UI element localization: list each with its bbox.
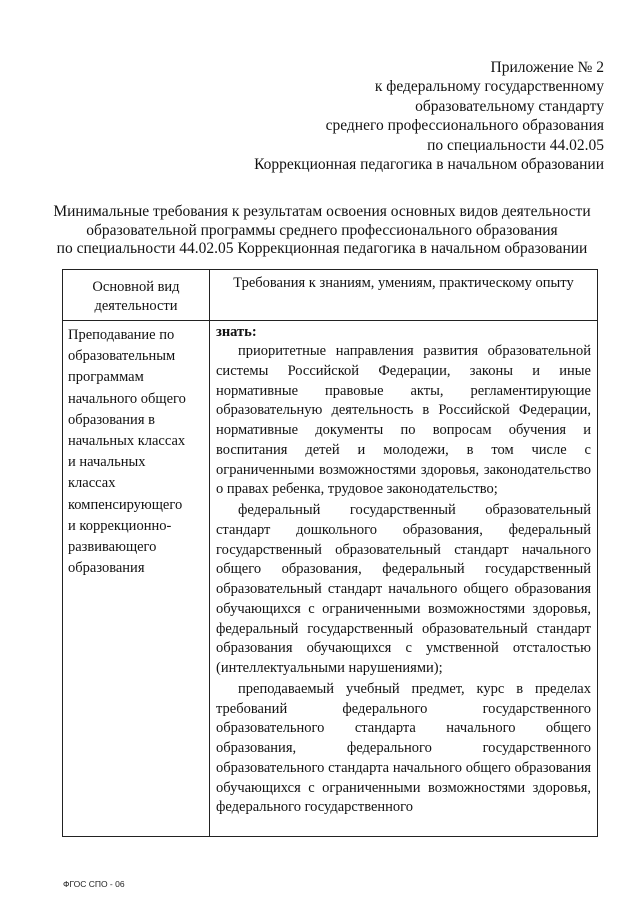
know-label: знать: xyxy=(216,324,257,340)
footer-code: ФГОС СПО - 06 xyxy=(63,879,125,889)
annex-line: по специальности 44.02.05 xyxy=(427,136,604,154)
annex-line: среднего профессионального образования xyxy=(325,117,604,135)
activity-line: компенсирующего xyxy=(68,496,183,513)
activity-line: программам xyxy=(68,369,144,386)
activity-line: и коррекционно- xyxy=(68,517,172,534)
requirement-paragraph: приоритетные направления развития образовательной системы Российской Федерации, законы и иные нормативные правовые акты, регламентирующие образовательную деятельность в Российской Федерации, нормативные документы по вопросам обучения и воспитания детей и молодежи, в том числе с ограниченными возможностями здоровья, законодательство о правах ребенка, трудовое законодательство; xyxy=(216,343,591,498)
table-row xyxy=(63,321,598,837)
activity-line: Преподавание по xyxy=(68,327,175,343)
requirements-table xyxy=(62,269,598,837)
document-title xyxy=(40,203,604,259)
table-header-row xyxy=(63,270,598,321)
activity-line: классах xyxy=(68,475,116,492)
activity-line: развивающего xyxy=(68,539,157,556)
activity-line: начальных классах xyxy=(68,433,186,450)
title-line: по специальности 44.02.05 Коррекционная педагогика в начальном образовании xyxy=(56,240,588,258)
title-line: образовательной программы среднего профессионального образования xyxy=(86,221,558,239)
header-requirements: Требования к знаниям, умениям, практическому опыту xyxy=(210,270,598,321)
activity-line: образования xyxy=(68,560,145,577)
annex-header xyxy=(254,58,604,174)
activity-line: и начальных xyxy=(68,454,146,471)
activity-line: начального общего xyxy=(68,390,186,407)
requirements-cell xyxy=(210,321,598,837)
requirement-paragraph: федеральный государственный образовательный стандарт дошкольного образования, федеральный государственный образовательный стандарт начального общего образования, федеральный государственный образовательный стандарт начального общего образования обучающихся с ограниченными возможностями здоровья, федеральный государственный образовательный стандарт образования обучающихся с умственной отсталостью (интеллектуальными нарушениями); xyxy=(216,502,591,676)
header-activity: Основной вид деятельности xyxy=(63,270,210,321)
title-line: Минимальные требования к результатам освоения основных видов деятельности xyxy=(53,203,591,220)
activity-cell xyxy=(63,321,210,837)
annex-line: образовательному стандарту xyxy=(415,97,604,115)
annex-line: Коррекционная педагогика в начальном образовании xyxy=(254,156,604,174)
requirement-paragraph: преподаваемый учебный предмет, курс в пределах требований федерального государственного образовательного стандарта начального общего образования, федерального государственного образовательного стандарта начального общего образования обучающихся с ограниченными возможностями здоровья, федерального государственного xyxy=(216,680,591,816)
annex-line: Приложение № 2 xyxy=(490,59,604,76)
activity-line: образовательным xyxy=(68,348,176,365)
activity-line: образования в xyxy=(68,411,155,428)
annex-line: к федеральному государственному xyxy=(374,78,604,96)
